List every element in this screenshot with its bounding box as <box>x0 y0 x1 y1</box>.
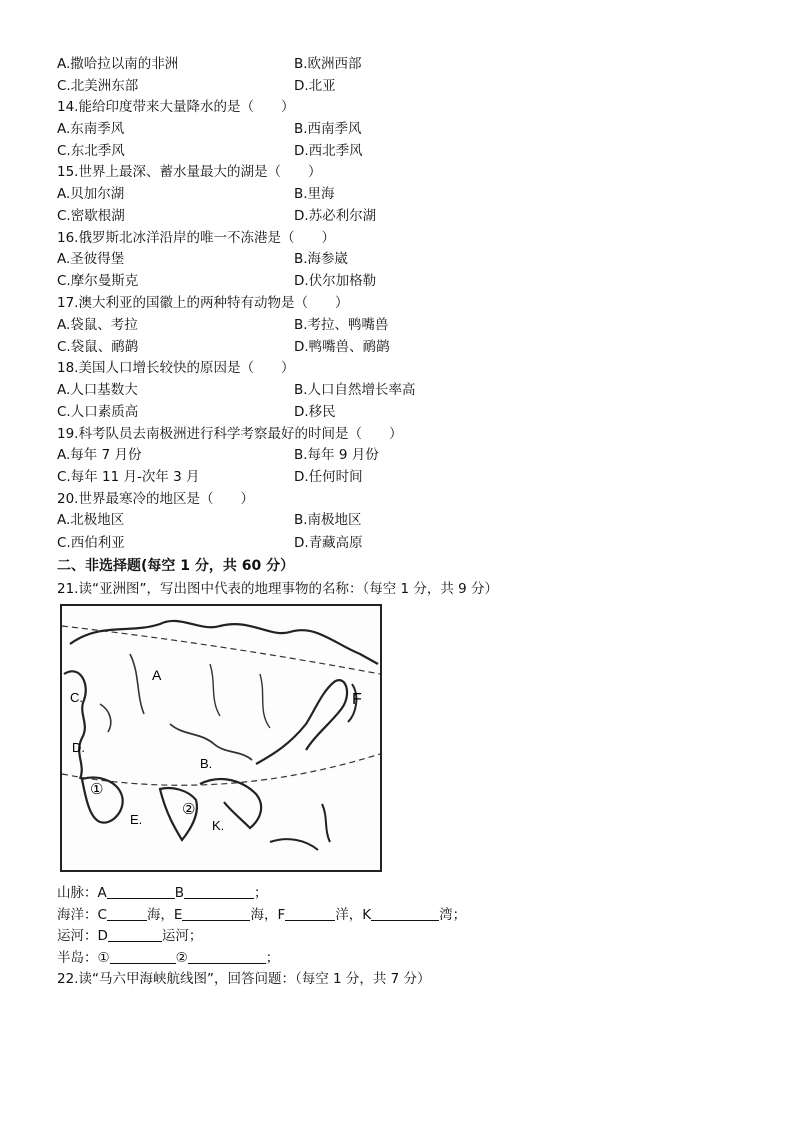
blank-2[interactable] <box>188 949 266 964</box>
peninsula-prefix: 半岛：① <box>57 950 110 966</box>
q14-stem: 14.能给印度带来大量降水的是（ ） <box>57 99 295 115</box>
q20-option-d: D.青藏高原 <box>294 535 363 551</box>
q19-option-b: B.每年 9 月份 <box>294 447 379 463</box>
q14-option-b: B.西南季风 <box>294 121 362 137</box>
q15-option-a: A.贝加尔湖 <box>57 186 125 202</box>
seas-prefix: 海洋：C <box>57 907 107 923</box>
q15-stem: 15.世界上最深、蓄水量最大的湖是（ ） <box>57 164 322 180</box>
q14-option-c: C.东北季风 <box>57 143 125 159</box>
q20-stem: 20.世界最寒冷的地区是（ ） <box>57 491 254 507</box>
section-heading: 二、非选择题(每空 1 分，共 60 分） <box>57 558 295 574</box>
asia-map <box>60 604 382 872</box>
q15-option-b: B.里海 <box>294 186 335 202</box>
q15-option-c: C.密歇根湖 <box>57 208 125 224</box>
q17-option-a: A.袋鼠、考拉 <box>57 317 138 333</box>
q14-option-a: A.东南季风 <box>57 121 125 137</box>
q17-stem: 17.澳大利亚的国徽上的两种特有动物是（ ） <box>57 295 349 311</box>
q17-option-c: C.袋鼠、鸸鹋 <box>57 339 139 355</box>
q22-stem: 22.读“马六甲海峡航线图”，回答问题：（每空 1 分，共 7 分） <box>57 971 431 987</box>
q13-option-b: B.欧洲西部 <box>294 56 362 72</box>
q16-option-b: B.海参崴 <box>294 251 349 267</box>
mountains-line <box>57 883 268 903</box>
mountains-prefix: 山脉：A <box>57 885 107 901</box>
blank-c[interactable] <box>107 906 147 921</box>
q20-option-c: C.西伯利亚 <box>57 535 125 551</box>
seas-hai1: 海，E <box>146 907 183 923</box>
mountains-b: B <box>174 885 185 901</box>
map-label-f: F <box>352 691 362 708</box>
q15-option-d: D.苏必利尔湖 <box>294 208 377 224</box>
q20-option-b: B.南极地区 <box>294 512 362 528</box>
blank-f[interactable] <box>285 906 335 921</box>
q19-option-c: C.每年 11 月-次年 3 月 <box>57 469 200 485</box>
seas-hai2: 海，F <box>250 907 286 923</box>
q19-stem: 19.科考队员去南极洲进行科学考察最好的时间是（ ） <box>57 426 403 442</box>
canal-line <box>57 926 202 946</box>
map-label-c: C. <box>70 690 83 705</box>
blank-d[interactable] <box>108 927 162 942</box>
blank-a[interactable] <box>107 884 175 899</box>
q18-option-b: B.人口自然增长率高 <box>294 382 416 398</box>
q16-option-d: D.伏尔加格勒 <box>294 273 377 289</box>
blank-b[interactable] <box>184 884 254 899</box>
q17-option-b: B.考拉、鸭嘴兽 <box>294 317 389 333</box>
q16-stem: 16.俄罗斯北冰洋沿岸的唯一不冻港是（ ） <box>57 230 335 246</box>
q16-option-c: C.摩尔曼斯克 <box>57 273 139 289</box>
q19-option-a: A.每年 7 月份 <box>57 447 142 463</box>
q19-option-d: D.任何时间 <box>294 469 363 485</box>
q14-option-d: D.西北季风 <box>294 143 363 159</box>
q16-option-a: A.圣彼得堡 <box>57 251 125 267</box>
peninsula-line <box>57 948 279 968</box>
q18-option-a: A.人口基数大 <box>57 382 138 398</box>
mountains-end: ； <box>254 885 268 901</box>
blank-k[interactable] <box>371 906 439 921</box>
canal-prefix: 运河：D <box>57 928 108 944</box>
map-label-a: A <box>152 667 162 683</box>
seas-yang: 洋，K <box>335 907 372 923</box>
seas-line <box>57 905 466 925</box>
peninsula-p2: ② <box>175 950 188 966</box>
q18-stem: 18.美国人口增长较快的原因是（ ） <box>57 360 295 376</box>
q18-option-c: C.人口素质高 <box>57 404 139 420</box>
peninsula-end: ； <box>265 950 280 966</box>
map-label-2: ② <box>182 801 196 818</box>
q13-option-a: A.撒哈拉以南的非洲 <box>57 56 179 72</box>
blank-1[interactable] <box>110 949 176 964</box>
q21-stem: 21.读“亚洲图”，写出图中代表的地理事物的名称：（每空 1 分，共 9 分） <box>57 581 499 597</box>
blank-e[interactable] <box>182 906 250 921</box>
map-label-e: E. <box>130 812 143 827</box>
q18-option-d: D.移民 <box>294 404 336 420</box>
canal-suffix: 运河； <box>161 928 203 944</box>
seas-wan: 湾； <box>439 907 467 923</box>
q13-option-d: D.北亚 <box>294 78 336 94</box>
q13-option-c: C.北美洲东部 <box>57 78 139 94</box>
map-label-d: D. <box>72 740 85 755</box>
q20-option-a: A.北极地区 <box>57 512 125 528</box>
map-label-1: ① <box>90 781 104 798</box>
q17-option-d: D.鸭嘴兽、鸸鹋 <box>294 339 390 355</box>
map-label-b: B. <box>200 756 213 771</box>
map-label-k: K. <box>212 818 225 833</box>
